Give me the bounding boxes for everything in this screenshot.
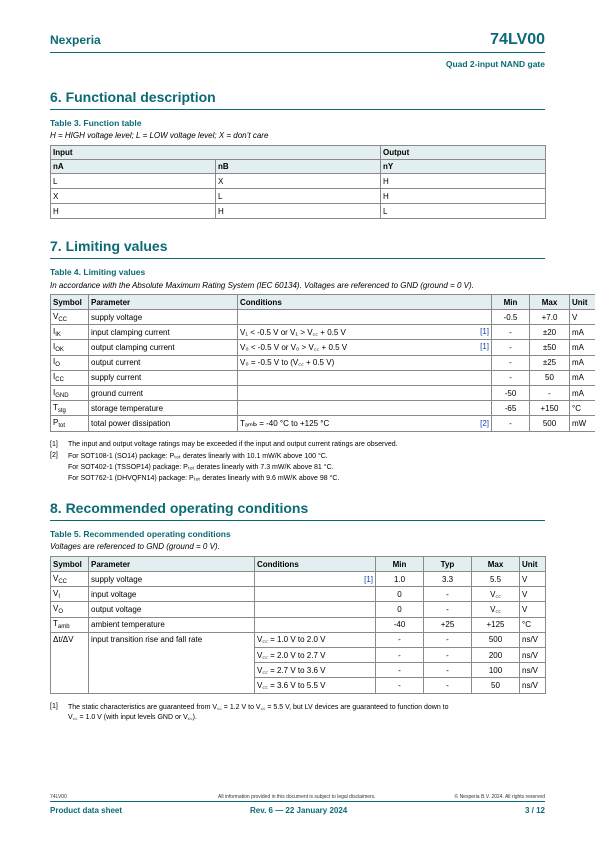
section-8-title: 8. Recommended operating conditions [50,500,309,516]
symbol-cell: $V_I$ [51,587,89,602]
function-table [50,145,546,219]
min-cell: - [492,370,530,385]
symbol-subscript: CC [58,578,68,585]
table-4-caption: Table 4. Limiting values [50,267,146,277]
table-row [51,602,546,617]
parameter-cell: output clamping current [89,340,238,355]
conditions-cell [238,355,492,370]
footnote-text: For SOT402-1 (TSSOP14) package: Pₜₒₜ derates linearly with 7.3 mW/K above 81 °C. [68,464,334,471]
table-row [51,189,546,204]
parameter-cell: supply voltage [89,310,238,325]
table-cell: X [51,189,216,204]
parameter-cell: ground current [89,385,238,400]
table-row [51,587,546,602]
group-header-input: Input [51,146,381,160]
max-cell: ±20 [530,325,570,340]
table-row [51,385,595,400]
unit-cell: mA [570,355,595,370]
unit-cell: ns/V [520,647,546,662]
unit-cell: V [520,587,546,602]
recommended-conditions-table [50,556,546,694]
footnote-text: For SOT108-1 (SO14) package: Pₜₒₜ derates linearly with 10.1 mW/K above 100 °C. [68,453,328,460]
group-header-output: Output [381,146,546,160]
footnote-marker: [2] [50,452,58,459]
footnote-text: V꜀꜀ = 1.0 V (with input levels GND or V꜀꜀). [68,714,197,721]
conditions-cell [238,385,492,400]
symbol-cell: $I_{GND}$ [51,385,89,400]
conditions-text: V₀ < -0.5 V or V₀ > V꜀꜀ + 0.5 V [240,342,348,352]
max-cell: 50 [472,678,520,693]
min-cell: - [376,678,424,693]
symbol-cell: $T_{stg}$ [51,401,89,416]
column-header: Unit [520,557,546,572]
unit-cell: mA [570,370,595,385]
typ-cell: - [424,632,472,647]
section-8-rule [50,520,545,521]
footnote-text: The static characteristics are guaranteed from V꜀꜀ = 1.2 V to V꜀꜀ = 5.5 V, but LV devices are guaranteed to function down to [68,704,449,711]
table-cell: X [216,174,381,189]
symbol-cell: $I_{IK}$ [51,325,89,340]
max-cell: 5.5 [472,572,520,587]
min-cell: -0.5 [492,310,530,325]
max-cell: ±25 [530,355,570,370]
symbol-cell: $I_{OK}$ [51,340,89,355]
symbol-cell: $V_{CC}$ [51,572,89,587]
table-cell: L [381,204,546,219]
min-cell: 0 [376,602,424,617]
symbol-subscript: IK [55,331,61,338]
conditions-cell [238,325,492,340]
conditions-cell [255,678,376,693]
column-header: Typ [424,557,472,572]
max-cell: 100 [472,663,520,678]
header-rule [50,52,545,53]
symbol-cell: $T_{amb}$ [51,617,89,632]
recommended-conditions-rows [51,572,546,694]
footer-disclaimer: All information provided in this document is subject to legal disclaimers. [218,794,376,800]
symbol-subscript: stg [57,407,66,414]
unit-cell: V [520,572,546,587]
symbol-subscript: I [58,593,61,600]
typ-cell: - [424,663,472,678]
min-cell: - [492,416,530,431]
table-cell: H [381,174,546,189]
table-row [51,370,595,385]
limiting-values-table [50,294,595,432]
parameter-cell: input transition rise and fall rate [89,632,255,693]
table-row [51,340,595,355]
column-header: Conditions [255,557,376,572]
typ-cell: - [424,587,472,602]
footnote-text: The input and output voltage ratings may be exceeded if the input and output current ratings are observed. [68,441,398,448]
limiting-values-rows [51,310,595,432]
document-number: 74LV00 [490,31,545,48]
min-cell: - [376,632,424,647]
reference-link[interactable]: [1] [480,326,489,336]
column-header: nA [51,160,216,174]
table-4-note: In accordance with the Absolute Maximum Rating System (IEC 60134). Voltages are referenced to GND (ground = 0 V). [50,281,474,290]
symbol-subscript: CC [55,377,64,384]
min-cell: - [492,355,530,370]
column-header: Min [492,295,530,310]
symbol-subscript: tot [58,422,66,429]
symbol-cell: $P_{tot}$ [51,416,89,431]
table-row [51,632,546,647]
max-cell: +7.0 [530,310,570,325]
symbol-subscript: O [58,608,64,615]
reference-link[interactable]: [1] [480,341,489,351]
footer-rule [50,801,545,802]
conditions-text: V꜀꜀ = 1.0 V to 2.0 V [257,635,326,645]
conditions-text: V₀ = -0.5 V to (V꜀꜀ + 0.5 V) [240,358,335,368]
conditions-cell [255,663,376,678]
column-header: nY [381,160,546,174]
unit-cell: ns/V [520,678,546,693]
max-cell: 500 [530,416,570,431]
symbol-subscript: OK [55,346,64,353]
footer-revision: Rev. 6 — 22 January 2024 [250,806,348,815]
min-cell: -65 [492,401,530,416]
unit-cell: °C [570,401,595,416]
unit-cell: mW [570,416,595,431]
table-5-caption: Table 5. Recommended operating conditions [50,529,231,539]
footer-page-number: 3 / 12 [524,806,545,815]
column-header: Conditions [238,295,492,310]
parameter-cell: ambient temperature [89,617,255,632]
conditions-text: V꜀꜀ = 3.6 V to 5.5 V [257,680,326,690]
section-6-rule [50,109,545,110]
max-cell: - [530,385,570,400]
table-cell: L [51,174,216,189]
min-cell: - [492,325,530,340]
symbol-cell: $V_O$ [51,602,89,617]
symbol-cell: $I_{CC}$ [51,370,89,385]
conditions-text: V꜀꜀ = 2.0 V to 2.7 V [257,650,326,660]
table-row [51,174,546,189]
footnote-marker: [1] [50,703,58,710]
table-row [51,617,546,632]
max-cell: V꜀꜀ [472,587,520,602]
parameter-cell: supply current [89,370,238,385]
symbol-subscript: amb [57,624,70,631]
conditions-cell [255,632,376,647]
typ-cell: +25 [424,617,472,632]
unit-cell: V [570,310,595,325]
conditions-cell [238,370,492,385]
max-cell: V꜀꜀ [472,602,520,617]
column-header: Symbol [51,295,89,310]
conditions-text: V₁ < -0.5 V or V₁ > V꜀꜀ + 0.5 V [240,327,346,337]
footer-copyright: © Nexperia B.V. 2024. All rights reserved [454,794,545,800]
conditions-cell [255,587,376,602]
max-cell: 200 [472,647,520,662]
min-cell: - [376,647,424,662]
table-row [51,355,595,370]
unit-cell: mA [570,385,595,400]
conditions-text: Tₐₘь = -40 °C to +125 °C [240,418,330,428]
table-row [51,204,546,219]
parameter-cell: output current [89,355,238,370]
table-cell: H [381,189,546,204]
column-header: Max [472,557,520,572]
min-cell: -40 [376,617,424,632]
max-cell: +125 [472,617,520,632]
conditions-text: V꜀꜀ = 2.7 V to 3.6 V [257,665,326,675]
table-cell: L [216,189,381,204]
symbol-subscript: CC [58,316,68,323]
section-7-title: 7. Limiting values [50,238,168,254]
max-cell: +150 [530,401,570,416]
conditions-cell [255,647,376,662]
parameter-cell: storage temperature [89,401,238,416]
conditions-cell [238,310,492,325]
parameter-cell: total power dissipation [89,416,238,431]
typ-cell: - [424,678,472,693]
symbol-cell: $I_O$ [51,355,89,370]
table-row [51,401,595,416]
typ-cell: - [424,602,472,617]
unit-cell: °C [520,617,546,632]
min-cell: 1.0 [376,572,424,587]
section-6-title: 6. Functional description [50,89,216,105]
unit-cell: ns/V [520,663,546,678]
conditions-cell [255,617,376,632]
min-cell: 0 [376,587,424,602]
document-subtitle: Quad 2-input NAND gate [445,59,545,69]
column-header: Symbol [51,557,89,572]
column-header: Unit [570,295,595,310]
conditions-cell [255,572,376,587]
reference-link[interactable]: [1] [364,574,373,584]
min-cell: - [376,663,424,678]
typ-cell: - [424,647,472,662]
conditions-cell [255,602,376,617]
symbol-subscript: O [55,362,60,369]
footnote-marker: [1] [50,441,58,448]
table-cell: H [51,204,216,219]
max-cell: ±50 [530,340,570,355]
max-cell: 500 [472,632,520,647]
brand-name: Nexperia [50,33,101,47]
parameter-cell: output voltage [89,602,255,617]
table-5-note: Voltages are referenced to GND (ground = 0 V). [50,542,220,551]
table-3-note: H = HIGH voltage level; L = LOW voltage level; X = don’t care [50,131,269,140]
symbol-cell: Δt/ΔV [51,632,89,693]
column-header: nB [216,160,381,174]
unit-cell: mA [570,340,595,355]
column-header: Parameter [89,295,238,310]
min-cell: - [492,340,530,355]
conditions-cell [238,401,492,416]
conditions-cell [238,340,492,355]
footnote-text: For SOT762-1 (DHVQFN14) package: Pₜₒₜ derates linearly with 9.6 mW/K above 98 °C. [68,475,340,482]
footer-doc-id: 74LV00 [50,794,67,800]
table-cell: H [216,204,381,219]
table-row [51,325,595,340]
reference-link[interactable]: [2] [480,418,489,428]
footer-product-type: Product data sheet [50,806,123,815]
table-row [51,310,595,325]
section-7-rule [50,258,545,259]
symbol-subscript: GND [55,392,69,399]
table-row [51,572,546,587]
min-cell: -50 [492,385,530,400]
typ-cell: 3.3 [424,572,472,587]
column-header: Min [376,557,424,572]
unit-cell: V [520,602,546,617]
max-cell: 50 [530,370,570,385]
parameter-cell: input voltage [89,587,255,602]
conditions-cell [238,416,492,431]
parameter-cell: supply voltage [89,572,255,587]
unit-cell: ns/V [520,632,546,647]
column-header: Parameter [89,557,255,572]
parameter-cell: input clamping current [89,325,238,340]
symbol-cell: $V_{CC}$ [51,310,89,325]
unit-cell: mA [570,325,595,340]
column-header: Max [530,295,570,310]
table-row [51,416,595,431]
table-3-caption: Table 3. Function table [50,118,142,128]
